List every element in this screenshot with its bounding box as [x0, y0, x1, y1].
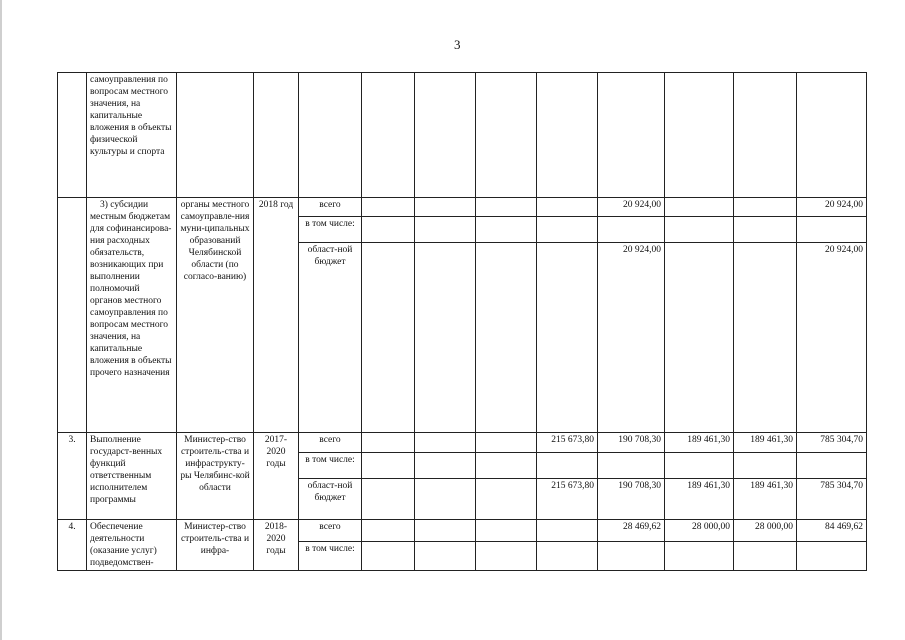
num-cell: 3.	[58, 433, 87, 520]
executor-cell: органы местного самоуправле-ния муни-ципальных образований Челябинской области (по согласо-ванию)	[177, 198, 254, 433]
value-cell	[476, 433, 537, 453]
value-cell	[476, 520, 537, 542]
num-cell	[58, 198, 87, 433]
value-cell: 28 469,62	[598, 520, 665, 542]
value-cell: 189 461,30	[734, 433, 797, 453]
title-cell: самоуправления по вопросам местного значения, на капитальные вложения в объекты физической культуры и спорта	[87, 73, 177, 198]
program-measures-table	[57, 72, 867, 571]
value-cell	[537, 520, 598, 542]
total-cell: 20 924,00	[797, 243, 867, 433]
value-cell	[362, 243, 415, 433]
table-row	[58, 520, 867, 542]
value-cell	[362, 520, 415, 542]
table-row	[58, 198, 867, 217]
total-cell: 785 304,70	[797, 433, 867, 453]
value-cell	[476, 479, 537, 520]
page-number: 3	[454, 37, 461, 52]
num-cell: 4.	[58, 520, 87, 571]
value-cell	[415, 243, 476, 433]
value-cell	[415, 520, 476, 542]
value-cell	[734, 198, 797, 217]
value-cell	[734, 243, 797, 433]
source-cell: всего	[299, 520, 362, 542]
table-row	[58, 433, 867, 453]
value-cell	[362, 479, 415, 520]
value-cell	[476, 243, 537, 433]
value-cell: 189 461,30	[665, 433, 734, 453]
title-cell: Обеспечение деятельности (оказание услуг) подведомствен-	[87, 520, 177, 571]
value-cell: 215 673,80	[537, 479, 598, 520]
source-cell: област-ной бюджет	[299, 243, 362, 433]
title-cell: Выполнение государст-венных функций ответственным исполнителем программы	[87, 433, 177, 520]
years-cell: 2018-2020 годы	[254, 520, 299, 571]
source-cell: всего	[299, 433, 362, 453]
total-cell: 20 924,00	[797, 198, 867, 217]
executor-cell: Министер-ство строитель-ства и инфраструкту-ры Челябинс-кой области	[177, 433, 254, 520]
source-cell: в том числе:	[299, 453, 362, 479]
scan-edge	[0, 0, 2, 640]
source-cell: в том числе:	[299, 542, 362, 571]
value-cell	[415, 433, 476, 453]
value-cell	[362, 198, 415, 217]
years-cell: 2017-2020 годы	[254, 433, 299, 520]
value-cell: 28 000,00	[734, 520, 797, 542]
value-cell: 190 708,30	[598, 479, 665, 520]
value-cell	[415, 479, 476, 520]
total-cell: 84 469,62	[797, 520, 867, 542]
table-row	[58, 73, 867, 198]
value-cell	[537, 198, 598, 217]
value-cell: 20 924,00	[598, 198, 665, 217]
years-cell: 2018 год	[254, 198, 299, 433]
value-cell: 190 708,30	[598, 433, 665, 453]
source-cell: всего	[299, 198, 362, 217]
value-cell	[476, 198, 537, 217]
value-cell	[665, 243, 734, 433]
source-cell: област-ной бюджет	[299, 479, 362, 520]
value-cell: 20 924,00	[598, 243, 665, 433]
num-cell	[58, 73, 87, 198]
executor-cell: Министер-ство строитель-ства и инфра-	[177, 520, 254, 571]
value-cell	[362, 433, 415, 453]
value-cell: 189 461,30	[665, 479, 734, 520]
total-cell: 785 304,70	[797, 479, 867, 520]
value-cell	[537, 243, 598, 433]
value-cell: 189 461,30	[734, 479, 797, 520]
value-cell: 28 000,00	[665, 520, 734, 542]
value-cell: 215 673,80	[537, 433, 598, 453]
source-cell: в том числе:	[299, 217, 362, 243]
value-cell	[415, 198, 476, 217]
value-cell	[665, 198, 734, 217]
title-cell: 3) субсидии местным бюджетам для софинансирова-ния расходных обязательств, возникающих при выполнении полномочий органов местного самоуправления по вопросам местного значения, на капитальные вложения в объекты прочего назначения	[87, 198, 177, 433]
